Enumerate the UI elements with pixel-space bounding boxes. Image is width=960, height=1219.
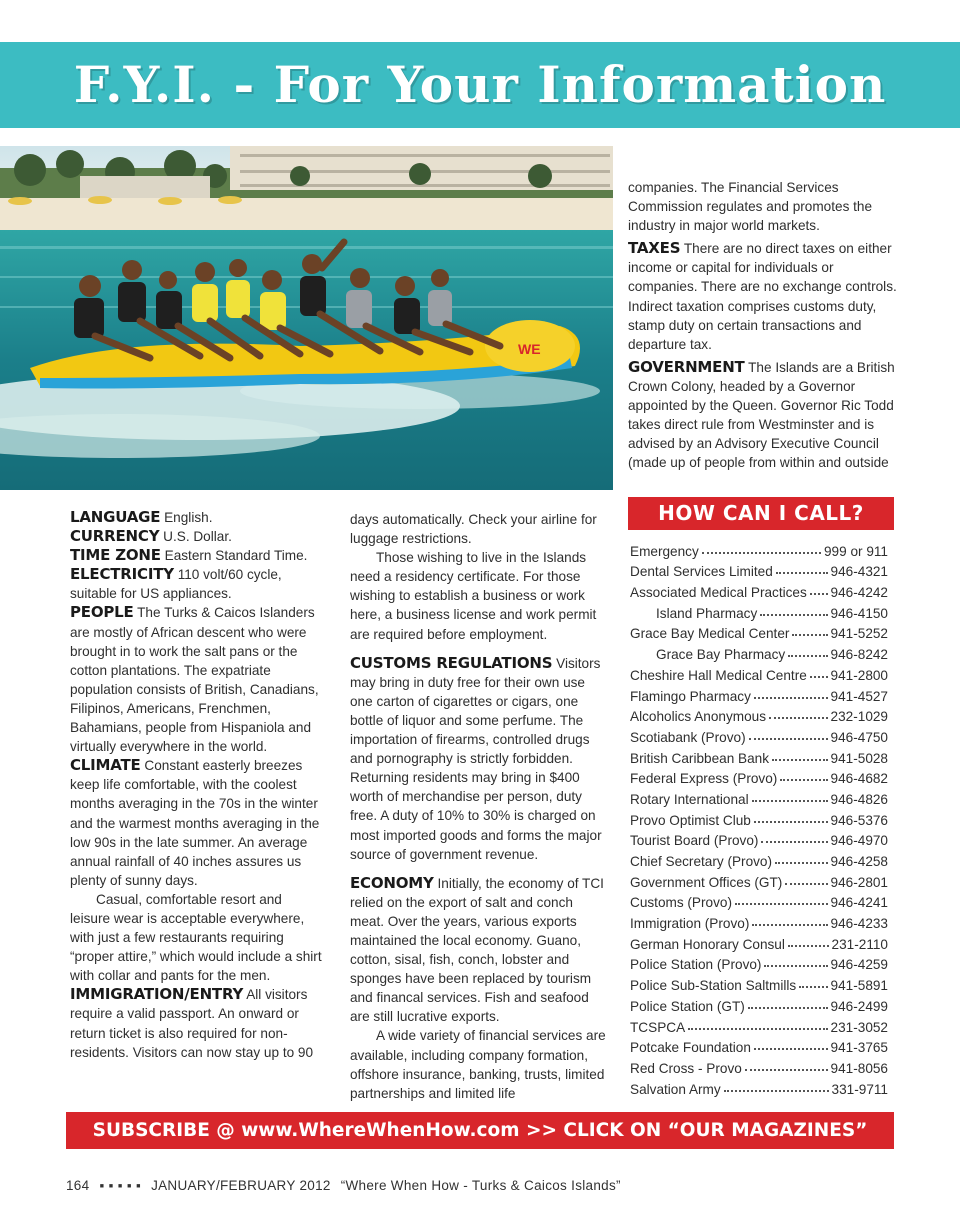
directory-row [630, 724, 888, 745]
phone-directory [630, 538, 888, 1097]
dot-leader [748, 1007, 828, 1009]
dot-leader [792, 634, 827, 636]
directory-name: Cheshire Hall Medical Centre [630, 667, 807, 683]
dot-leader [702, 552, 821, 554]
climate-heading: CLIMATE [70, 756, 141, 775]
boat-label: WE [518, 341, 541, 357]
immigration-heading: IMMIGRATION/ENTRY [70, 985, 244, 1004]
directory-number: 946-4826 [830, 791, 888, 807]
directory-number: 941-4527 [830, 688, 888, 704]
dot-leader [754, 821, 828, 823]
directory-name: Police Sub-Station Saltmills [630, 978, 797, 994]
directory-name: Associated Medical Practices [630, 585, 807, 601]
directory-row [630, 766, 888, 787]
currency-heading: CURRENCY [70, 527, 160, 546]
directory-row [630, 910, 888, 931]
dot-leader [745, 1069, 828, 1071]
directory-number: 946-2499 [830, 998, 888, 1014]
directory-name: Chief Secretary (Provo) [630, 854, 773, 869]
taxes-entry [628, 239, 898, 354]
dot-leader [775, 862, 828, 864]
taxes-heading: TAXES [628, 239, 681, 258]
dot-leader [769, 717, 828, 719]
directory-name: Provo Optimist Club [630, 812, 751, 828]
dot-leader [761, 841, 827, 843]
directory-number: 946-4150 [830, 605, 888, 621]
language-entry [70, 508, 324, 527]
dot-leader [810, 593, 828, 595]
directory-number: 946-8242 [830, 647, 888, 663]
page-number: 164 [66, 1178, 90, 1193]
dot-leader [724, 1090, 829, 1092]
directory-row [630, 1035, 888, 1056]
directory-name: Salvation Army [630, 1081, 721, 1097]
directory-row [630, 704, 888, 725]
directory-number: 946-2801 [830, 874, 888, 890]
directory-number: 946-4259 [830, 957, 888, 973]
directory-row [630, 869, 888, 890]
financial-services-paragraph: A wide variety of financial services are available, including company formation, offshore insurance, banking, trusts, limited partnerships and limited life [350, 1028, 606, 1101]
directory-number: 941-5028 [830, 750, 888, 766]
issue-date: JANUARY/FEBRUARY 2012 [151, 1178, 331, 1193]
customs-text: Visitors may bring in duty free for their own use one carton of cigarettes or cigars, one bottle of liquor and some perfume. The importation of firearms, controlled drugs and pornography is strictly forbidden. Returning residents may bring in $400 worth of merchandise per person, duty free. A duty of 10% to 30% is charged on most imported goods and forms the major source of government revenue. [350, 655, 602, 862]
directory-row [630, 559, 888, 580]
currency-text: U.S. Dollar. [163, 529, 232, 545]
directory-name: TCSPCA [630, 1019, 686, 1035]
dot-leader [752, 800, 828, 802]
directory-row [630, 1014, 888, 1035]
how-can-i-call-heading: HOW CAN I CALL? [628, 497, 894, 530]
dot-leader [760, 614, 827, 616]
directory-name: Government Offices (GT) [630, 874, 783, 890]
directory-row [630, 828, 888, 849]
electricity-heading: ELECTRICITY [70, 565, 174, 584]
taxes-text: There are no direct taxes on either income or capital for individuals or companies. There are no exchange controls. Indirect taxation comprises customs duty, stamp duty on certain transactions and departure tax. [628, 241, 897, 352]
directory-number: 941-2800 [830, 667, 888, 683]
directory-number: 946-4258 [830, 854, 888, 869]
directory-name: Immigration (Provo) [630, 916, 750, 932]
dot-leader [735, 903, 828, 905]
dot-leader [799, 986, 827, 988]
directory-number: 941-5252 [830, 626, 888, 642]
column-2 [350, 510, 610, 1103]
directory-name: British Caribbean Bank [630, 750, 770, 766]
people-heading: PEOPLE [70, 603, 134, 622]
header-banner [0, 42, 960, 128]
directory-row [630, 641, 888, 662]
directory-name: Grace Bay Pharmacy [656, 647, 786, 663]
directory-number: 946-4750 [830, 729, 888, 745]
residency-paragraph: Those wishing to live in the Islands need a residency certificate. For those wishing to establish a business or work here, a business license and work permit are required before employment. [350, 550, 597, 642]
directory-row [630, 1055, 888, 1076]
language-heading: LANGUAGE [70, 508, 161, 526]
economy-text: Initially, the economy of TCI relied on the export of salt and conch meat. Over the years, various exports maintained the local economy. Guano, cotton, sisal, fish, conch, lobster and sponges have been replaced by tourism and financal services. Fish and seafood are still lucrative exports. [350, 875, 604, 1025]
directory-number: 231-2110 [831, 936, 888, 952]
government-heading: GOVERNMENT [628, 357, 745, 376]
directory-number: 941-5891 [830, 978, 888, 994]
directory-name: Federal Express (Provo) [630, 771, 778, 787]
directory-name: Tourist Board (Provo) [630, 833, 759, 849]
directory-number: 946-4241 [830, 895, 888, 911]
customs-entry [350, 654, 610, 864]
directory-row [630, 786, 888, 807]
financial-continued: companies. The Financial Services Commission regulates and promotes the industry in major world markets. [628, 180, 873, 234]
directory-row [630, 890, 888, 911]
timezone-heading: TIME ZONE [70, 546, 161, 565]
column-3 [628, 178, 898, 472]
directory-row [630, 848, 888, 869]
directory-row [630, 952, 888, 973]
directory-row [630, 600, 888, 621]
dot-leader [810, 676, 828, 678]
directory-name: Rotary International [630, 791, 749, 807]
currency-entry [70, 527, 324, 546]
government-text: The Islands are a British Crown Colony, headed by a Governor appointed by the Queen. Governor Ric Todd takes direct rule from Westminster and is advised by an Advisory Executive Council (made up of people from within and outside [628, 359, 895, 471]
electricity-text: 110 volt/60 cycle, suitable for US appliances. [70, 567, 282, 602]
timezone-entry [70, 546, 324, 565]
dot-leader [749, 738, 828, 740]
attire-paragraph: Casual, comfortable resort and leisure wear is acceptable everywhere, with just a few restaurants requiring “proper attire,” which would include a shirt with collar and pants for the men. [70, 891, 322, 984]
directory-row [630, 662, 888, 683]
directory-name: Police Station (GT) [630, 998, 745, 1014]
directory-row [630, 621, 888, 642]
directory-name: Scotiabank (Provo) [630, 729, 746, 745]
directory-name: Customs (Provo) [630, 895, 732, 911]
customs-heading: CUSTOMS REGULATIONS [350, 653, 553, 672]
timezone-text: Eastern Standard Time. [164, 548, 308, 564]
directory-number: 999 or 911 [824, 543, 888, 559]
dot-leader [754, 1048, 828, 1050]
directory-row [630, 807, 888, 828]
directory-number: 946-4242 [830, 585, 888, 601]
directory-row [630, 993, 888, 1014]
language-text: English. [164, 510, 213, 525]
economy-entry [350, 874, 610, 1027]
dot-leader [785, 883, 827, 885]
directory-row [630, 931, 888, 952]
directory-number: 941-3765 [830, 1040, 888, 1056]
directory-number: 941-8056 [830, 1060, 888, 1076]
directory-row [630, 683, 888, 704]
dot-leader [688, 1028, 827, 1030]
dot-leader [754, 697, 828, 699]
immigration-continued: days automatically. Check your airline for luggage restrictions. [350, 512, 597, 547]
people-text: The Turks & Caicos Islanders are mostly of African descent who were brought in to work the salt pans or the cotton plantations. The expatriate population consists of British, Canadians, Filipinos, Americans, Frenchmen, Bahamians, people from Hispaniola and virtually everywhere in the world. [70, 605, 319, 755]
directory-name: Flamingo Pharmacy [630, 688, 751, 704]
banana-boat-photo [0, 146, 613, 490]
photo-illustration [0, 146, 613, 490]
economy-heading: ECONOMY [350, 873, 434, 892]
directory-number: 231-3052 [830, 1019, 888, 1035]
directory-row [630, 1076, 888, 1097]
directory-number: 946-4321 [830, 564, 888, 580]
directory-row [630, 745, 888, 766]
immigration-text: All visitors require a valid passport. An onward or return ticket is also required for non-residents. Visitors can now stay up to 90 [70, 987, 314, 1060]
directory-name: Red Cross - Provo [630, 1060, 742, 1076]
footer-dots: ▪ ▪ ▪ ▪ ▪ [99, 1178, 142, 1193]
directory-number: 232-1029 [830, 709, 888, 725]
directory-number: 946-4682 [830, 771, 888, 787]
directory-row [630, 579, 888, 600]
electricity-entry [70, 565, 324, 603]
page-title: F.Y.I. - For Your Information [73, 55, 887, 114]
directory-name: Police Station (Provo) [630, 957, 762, 973]
page-footer [66, 1178, 631, 1193]
directory-name: German Honorary Consul [630, 936, 785, 952]
government-entry [628, 358, 898, 473]
dot-leader [772, 759, 828, 761]
directory-number: 331-9711 [831, 1081, 888, 1097]
dot-leader [788, 655, 827, 657]
dot-leader [776, 572, 828, 574]
publication-name: “Where When How - Turks & Caicos Islands” [340, 1178, 621, 1193]
climate-text: Constant easterly breezes keep life comfortable, with the coolest months averaging in the 70s in the winter and the warmest months averaging in the low 90s in the late summer. An average annual rainfall of 40 inches assures us plenty of sunny days. [70, 758, 320, 888]
climate-entry [70, 756, 324, 890]
directory-name: Emergency [630, 543, 699, 559]
directory-name: Grace Bay Medical Center [630, 626, 790, 642]
directory-row [630, 972, 888, 993]
directory-number: 946-5376 [830, 812, 888, 828]
dot-leader [752, 924, 827, 926]
immigration-entry [70, 985, 324, 1061]
directory-name: Potcake Foundation [630, 1040, 751, 1056]
column-1 [70, 508, 324, 1062]
directory-number: 946-4970 [830, 833, 888, 849]
directory-row [630, 538, 888, 559]
dot-leader [788, 945, 829, 947]
directory-name: Island Pharmacy [656, 605, 758, 621]
subscribe-banner[interactable]: SUBSCRIBE @ www.WhereWhenHow.com >> CLICK ON “OUR MAGAZINES” [66, 1112, 894, 1149]
dot-leader [764, 965, 827, 967]
dot-leader [780, 779, 827, 781]
directory-number: 946-4233 [830, 916, 888, 932]
directory-name: Alcoholics Anonymous [630, 709, 767, 725]
directory-name: Dental Services Limited [630, 564, 773, 580]
people-entry [70, 603, 324, 756]
